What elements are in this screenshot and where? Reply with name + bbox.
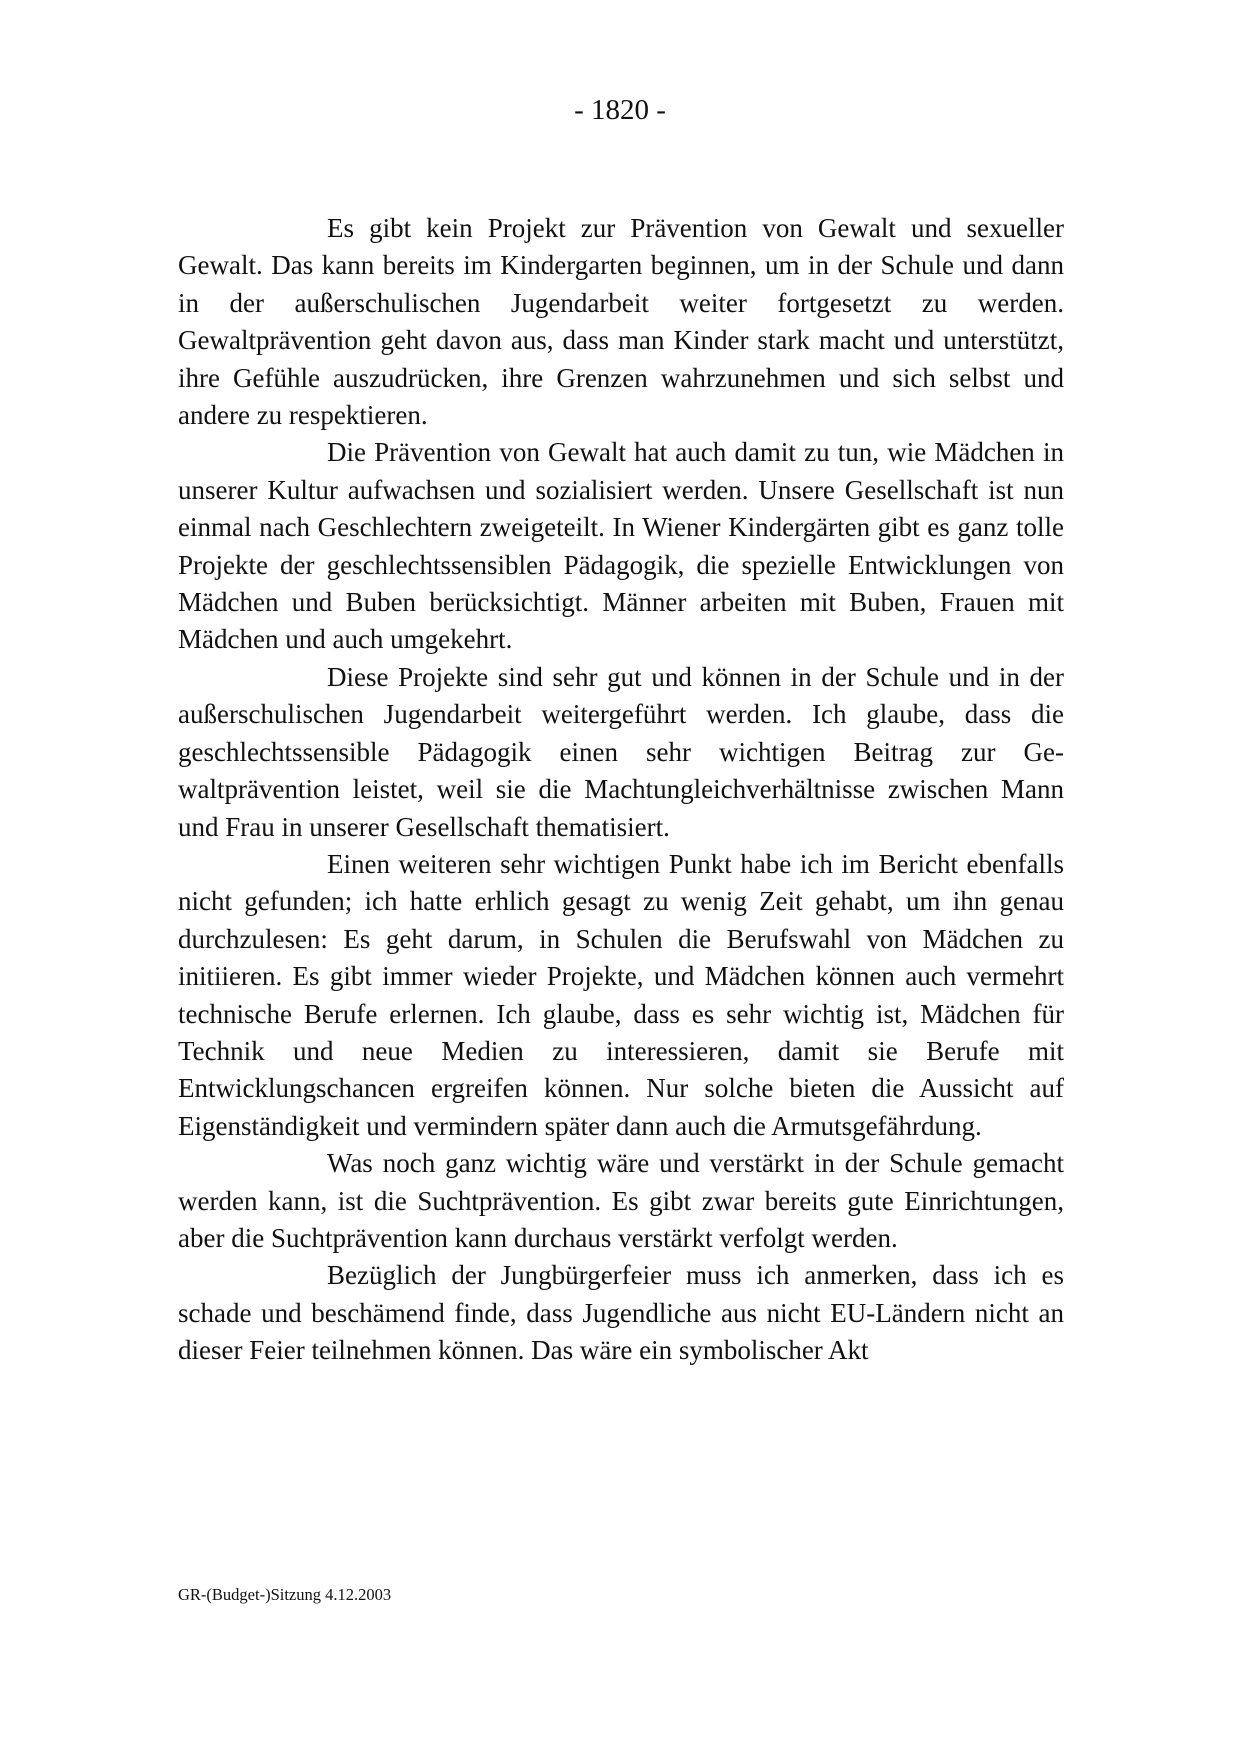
footer-session-label: GR-(Budget-)Sitzung 4.12.2003 xyxy=(178,1585,392,1604)
paragraph-1: Es gibt kein Projekt zur Prävention von Gewalt und sexueller Gewalt. Das kann bereits im Kindergarten beginnen, um in der Schule und dann in der außerschulischen Jugendarbeit weiter fortgesetzt zu werden. Gewaltprävention geht davon aus, dass man Kinder stark macht und unterstützt, ihre Gefühle auszudrücken, ihre Grenzen wahrzunehmen und sich selbst und andere zu respektieren. xyxy=(178,213,1064,431)
paragraph-5: Was noch ganz wichtig wäre und verstärkt in der Schule gemacht werden kann, ist die Suchtprävention. Es gibt zwar bereits gute Einrichtungen, aber die Suchtprävention kann durchaus verstärkt verfolgt werden. xyxy=(178,1148,1064,1253)
paragraph-2: Die Prävention von Gewalt hat auch damit zu tun, wie Mädchen in unserer Kultur aufwachsen und sozialisiert werden. Unsere Gesellschaft ist nun einmal nach Geschlechtern zweigeteilt. In Wiener Kindergärten gibt es ganz tolle Projekte der geschlechtssensiblen Pädagogik, die spezielle Entwicklungen von Mädchen und Buben berücksichtigt. Männer arbeiten mit Buben, Frauen mit Mädchen und auch umgekehrt. xyxy=(178,437,1064,655)
paragraph-6: Bezüglich der Jungbürgerfeier muss ich anmerken, dass ich es schade und beschämend finde, dass Jugendliche aus nicht EU-Ländern nicht an dieser Feier teilnehmen können. Das wäre ein symbolischer Akt xyxy=(178,1260,1064,1366)
paragraph-3: Diese Projekte sind sehr gut und können in der Schule und in der außerschulischen Jugendarbeit weitergeführt werden. Ich glaube, dass die geschlechtssensible Pädagogik einen sehr wichtigen Beitrag zur Gewaltprävention leistet, weil sie die Machtungleichverhältnisse zwischen Mann und Frau in unserer Gesellschaft thematisiert. xyxy=(178,661,1064,842)
page-number: - 1820 - xyxy=(574,94,666,126)
body-text xyxy=(178,210,1064,1370)
paragraph-4: Einen weiteren sehr wichtigen Punkt habe ich im Bericht ebenfalls nicht gefunden; ich hatte erhlich gesagt zu wenig Zeit gehabt, um ihn genau durchzulesen: Es geht darum, in Schulen die Berufswahl von Mädchen zu initiieren. Es gibt immer wieder Projekte, und Mädchen können auch vermehrt technische Berufe erlernen. Ich glaube, dass es sehr wichtig ist, Mädchen für Technik und neue Medien zu interessieren, damit sie Berufe mit Entwicklungschancen ergreifen können. Nur solche bieten die Aussicht auf Eigenständigkeit und vermindern später dann auch die Armutsgefährdung. xyxy=(178,848,1064,1141)
